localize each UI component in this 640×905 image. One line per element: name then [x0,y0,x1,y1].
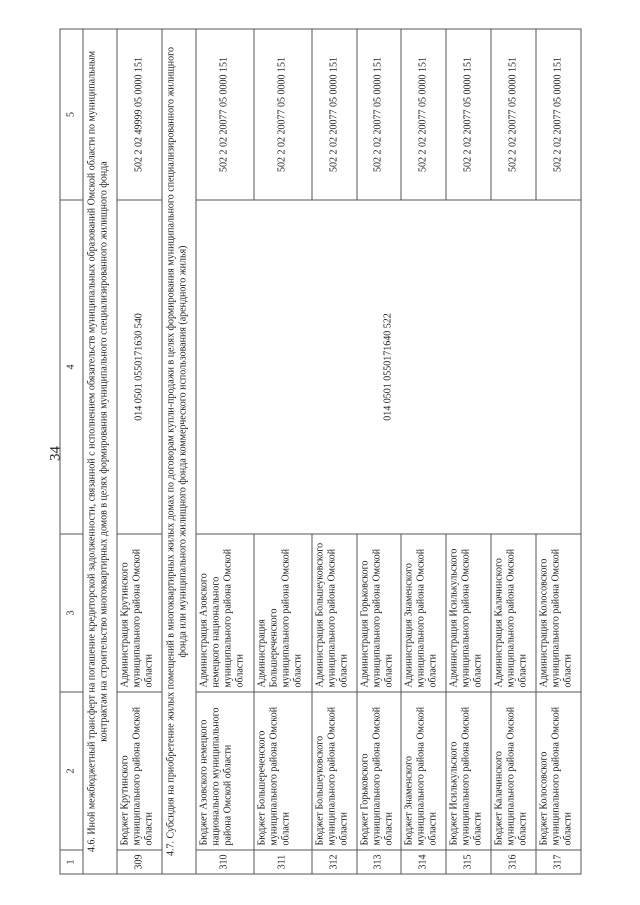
revenue-code: 502 2 02 20077 05 0000 151 [195,29,253,200]
budget-name: Бюджет Большеуковского муниципального района Омской области [311,692,356,850]
column-header: 4 [60,200,83,534]
row-number: 315 [446,850,491,874]
budget-table [59,29,581,875]
expense-code: 014 0501 0550171640 522 [195,200,580,534]
row-number: 310 [195,850,253,874]
column-header: 5 [60,29,83,200]
revenue-code: 502 2 02 20077 05 0000 151 [536,29,581,200]
row-number: 313 [356,850,401,874]
budget-name: Бюджет Колосовского муниципального района Омской области [536,692,581,850]
administrator-name: Администрация Знаменского муниципального района Омской области [401,534,446,692]
row-number: 317 [536,850,581,874]
administrator-name: Администрация Колосовского муниципального района Омской области [536,534,581,692]
budget-name: Бюджет Калачинского муниципального района Омской области [491,692,536,850]
budget-name: Бюджет Крутинского муниципального района Омской области [116,692,161,850]
row-number: 311 [253,850,311,874]
section-header-row [83,29,117,874]
row-number: 312 [311,850,356,874]
column-header: 1 [60,850,83,874]
page-number: 34 [47,446,64,461]
column-header: 3 [60,534,83,692]
revenue-code: 502 2 02 20077 05 0000 151 [491,29,536,200]
administrator-name: Администрация Большереченского муниципального района Омской области [253,534,311,692]
revenue-code: 502 2 02 20077 05 0000 151 [311,29,356,200]
row-number: 309 [116,850,161,874]
budget-name: Бюджет Исилькульского муниципального района Омской области [446,692,491,850]
section-4-6-title: 4.6. Иной межбюджетный трансферт на погашение кредиторской задолженности, связанной с исполнением обязательств муниципальных образований Омской области по муниципальным контрактам на строительство многоквартирных домов в целях формирования муниципального специализированного жилищного фонда [83,29,117,874]
administrator-name: Администрация Исилькульского муниципального района Омской области [446,534,491,692]
column-header: 2 [60,692,83,850]
row-number: 316 [491,850,536,874]
table-row [195,29,253,874]
rotated-table-container [59,30,581,875]
administrator-name: Администрация Азовского немецкого национального муниципального района Омской области [195,534,253,692]
budget-name: Бюджет Знаменского муниципального района Омской области [401,692,446,850]
expense-code: 014 0501 0550171630 540 [116,200,161,534]
revenue-code: 502 2 02 20077 05 0000 151 [253,29,311,200]
revenue-code: 502 2 02 49999 05 0000 151 [116,29,161,200]
header-row [60,29,83,874]
revenue-code: 502 2 02 20077 05 0000 151 [356,29,401,200]
row-number: 314 [401,850,446,874]
administrator-name: Администрация Крутинского муниципального района Омской области [116,534,161,692]
administrator-name: Администрация Большеуковского муниципального района Омской области [311,534,356,692]
administrator-name: Администрация Калачинского муниципального района Омской области [491,534,536,692]
revenue-code: 502 2 02 20077 05 0000 151 [446,29,491,200]
budget-name: Бюджет Горьковского муниципального района Омской области [356,692,401,850]
budget-name: Бюджет Большереченского муниципального района Омской области [253,692,311,850]
table-row [116,29,161,874]
revenue-code: 502 2 02 20077 05 0000 151 [401,29,446,200]
section-header-row [161,29,195,874]
administrator-name: Администрация Горьковского муниципального района Омской области [356,534,401,692]
budget-name: Бюджет Азовского немецкого национального муниципального района Омской области [195,692,253,850]
section-4-7-title: 4.7. Субсидия на приобретение жилых помещений в многоквартирных жилых домах по договорам купли-продажи в целях формирования муниципального специализированного жилищного фонда или муниципального жилищного фонда коммерческого использования (арендного жилья) [161,29,195,874]
